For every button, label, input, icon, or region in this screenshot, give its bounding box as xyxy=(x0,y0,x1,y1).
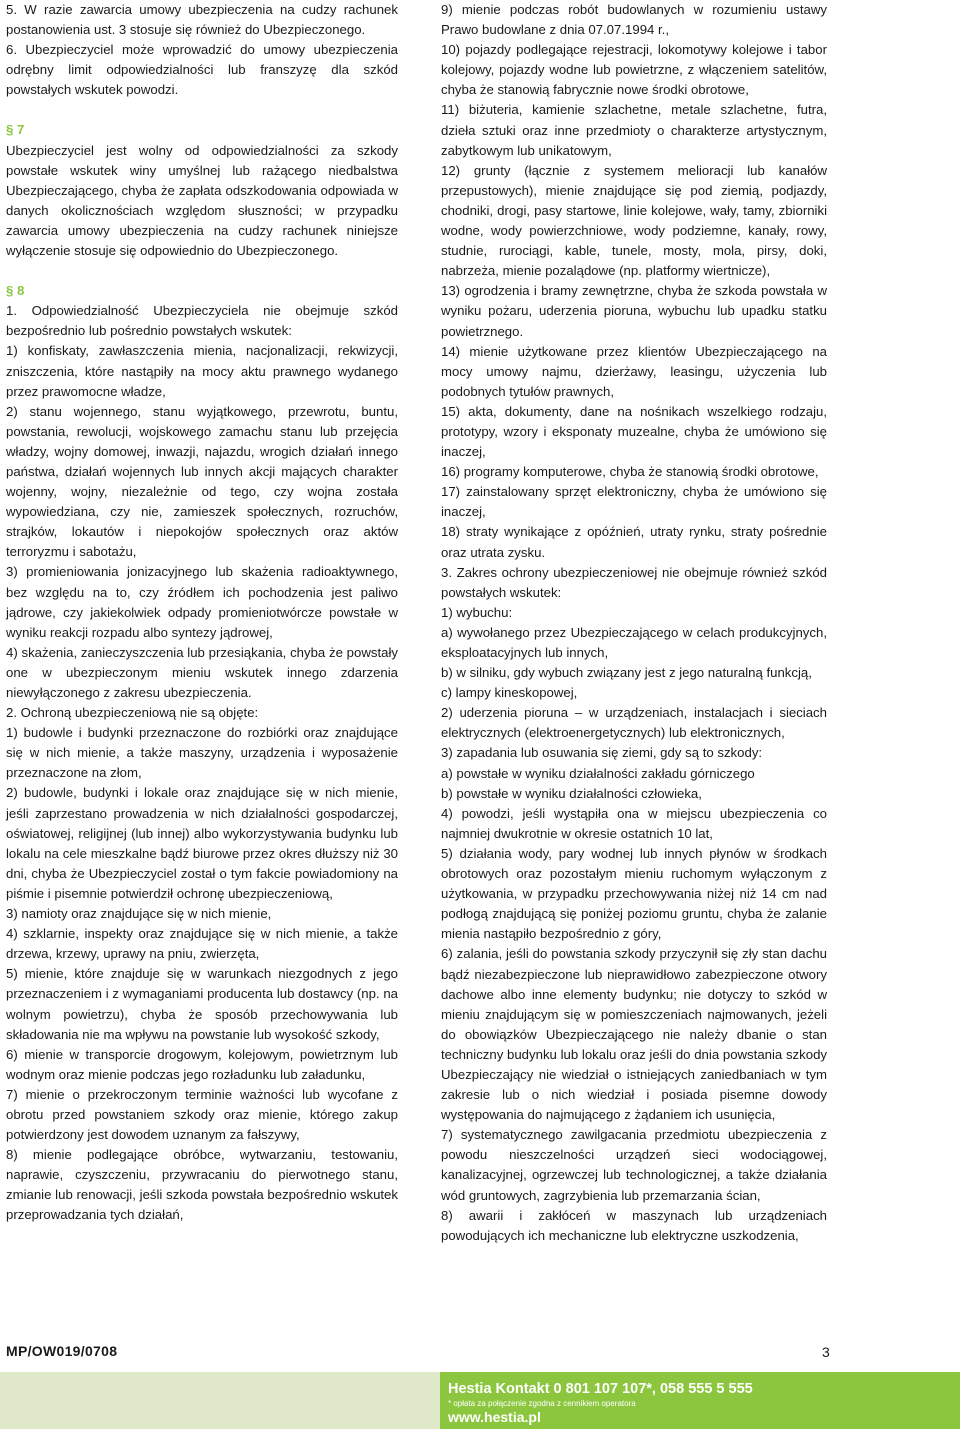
paragraph: 3. Zakres ochrony ubezpieczeniowej nie obejmuje również szkód powstałych wskutek: xyxy=(441,564,827,600)
paragraph: 3) namioty oraz znajdujące się w nich mienie, xyxy=(6,906,272,922)
contact-bar-light-band xyxy=(0,1372,440,1429)
paragraph: 1. Odpowiedzialność Ubezpieczyciela nie obejmuje szkód bezpośrednio lub pośrednio powstałych wskutek: xyxy=(6,303,398,339)
paragraph: 5) działania wody, pary wodnej lub innych płynów w środkach obrotowych oraz pozostałym mieniu ruchomym wyłączonym z użytkowania, w przypadku przechowywania niżej niż 14 cm nad podłogą znajdującą się poniżej poziomu gruntu, chyba że zalanie mienia nastąpiło bezpośrednio z góry, xyxy=(441,845,827,942)
paragraph: 6. Ubezpieczyciel może wprowadzić do umowy ubezpieczenia odrębny limit odpowiedzialności lub franszyzę dla szkód powstałych wskutek powodzi. xyxy=(6,42,398,98)
paragraph-spacer xyxy=(6,261,398,281)
contact-bar-green-band xyxy=(440,1372,960,1429)
paragraph-spacer xyxy=(6,100,398,120)
paragraph: 5. W razie zawarcia umowy ubezpieczenia na cudzy rachunek postanowienia ust. 3 stosuje się również do Ubezpieczonego. xyxy=(6,2,398,38)
paragraph: 17) zainstalowany sprzęt elektroniczny, chyba że umówiono się inaczej, xyxy=(441,484,827,520)
paragraph: 4) skażenia, zanieczyszczenia lub przesiąkania, chyba że powstały one w ubezpieczonym mieniu wskutek innego zdarzenia niewyłączonego z zakresu ubezpieczenia. xyxy=(6,644,398,700)
paragraph: 1) budowle i budynki przeznaczone do rozbiórki oraz znajdujące się w nich mienie, a także maszyny, urządzenia i wyposażenie przeznaczone na złom, xyxy=(6,725,398,781)
page-number: 3 xyxy=(822,1344,830,1360)
paragraph: 2) stanu wojennego, stanu wyjątkowego, przewrotu, buntu, powstania, rewolucji, wojskowego zamachu stanu lub przejęcia władzy, wojny domowej, inwazji, najazdu, wrogich działań innego państwa, działań wojennych lub innych akcji mających charakter wojenny, wojny, niezależnie od tego, czy wojna została wypowiedziana, czy nie, zamieszek społecznych, rozruchów, strajków, lokautów i niepokojów społecznych oraz aktów terroryzmu i sabotażu, xyxy=(6,403,398,560)
paragraph: b) w silniku, gdy wybuch związany jest z jego naturalną funkcją, xyxy=(441,665,812,681)
paragraph: 2) uderzenia pioruna – w urządzeniach, instalacjach i sieciach elektrycznych (elektroenergetycznych) lub elektronicznych, xyxy=(441,705,827,741)
paragraph: 13) ogrodzenia i bramy zewnętrzne, chyba że szkoda powstała w wyniku pożaru, uderzenia pioruna, wybuchu lub upadku statku powietrznego. xyxy=(441,283,827,339)
paragraph: 12) grunty (łącznie z systemem melioracji lub kanałów przepustowych), mienie znajdujące się pod ziemią, podjazdy, chodniki, drogi, pasy startowe, linie kolejowe, wały, tamy, zbiorniki wodne, wody powierzchniowe, wody podziemne, kanały, rowy, studnie, rurociągi, kable, tunele, mosty, mola, pirsy, doki, nabrzeża, mienie pozalądowe (np. platformy wiertnicze), xyxy=(441,162,827,279)
paragraph: 4) szklarnie, inspekty oraz znajdujące się w nich mienie, a także drzewa, krzewy, uprawy na pniu, zwierzęta, xyxy=(6,926,398,962)
paragraph: 18) straty wynikające z opóźnień, utraty rynku, straty pośrednie oraz utrata zysku. xyxy=(441,524,827,560)
contact-footnote: * opłata za połączenie zgodna z cennikiem operatora xyxy=(448,1399,636,1408)
paragraph: 10) pojazdy podlegające rejestracji, lokomotywy kolejowe i tabor kolejowy, pojazdy wodne lub powietrzne, z włączeniem satelitów, chyba że stanowią fabrycznie nowe środki obrotowe, xyxy=(441,42,827,98)
paragraph: 6) zalania, jeśli do powstania szkody przyczynił się zły stan dachu bądź niezabezpieczone lub nieprawidłowo zabezpieczone otwory dachowe albo inne elementy budynku; nie dotyczy to szkód w mieniu znajdującym się w pomieszczeniach najmowanych, jeżeli do obowiązków Ubezpieczającego nie należy dbanie o stan techniczny budynku lub lokalu oraz jeśli do dnia powstania szkody Ubezpieczający nie wiedział o istniejących zaniedbaniach w tym zakresie lub o nich wiedział i posiada pisemne dowody występowania do najmującego z żądaniem ich usunięcia, xyxy=(441,946,827,1123)
paragraph: 1) wybuchu: xyxy=(441,604,513,620)
paragraph: 1) konfiskaty, zawłaszczenia mienia, nacjonalizacji, rekwizycji, zniszczenia, które nastąpiły na mocy aktu prawnego wydanego przez prawomocne władze, xyxy=(6,343,398,399)
left-column xyxy=(6,0,398,1226)
paragraph: 2) budowle, budynki i lokale oraz znajdujące się w nich mienie, jeśli zaprzestano prowadzenia w nich działalności gospodarczej, oświatowej, religijnej (lub innej) albo wykorzystywania budynku lub lokalu na cele mieszkalne bądź biurowe przez okres dłuższy niż 30 dni, chyba że Ubezpieczyciel został o tym fakcie powiadomiony na piśmie i pisemnie potwierdził ochronę ubezpieczeniową, xyxy=(6,785,398,901)
paragraph: Ubezpieczyciel jest wolny od odpowiedzialności za szkody powstałe wskutek winy umyślnej lub rażącego niedbalstwa Ubezpieczającego, chyba że zapłata odszkodowania odpowiada w danych okolicznościach względom słuszności; w przypadku zawarcia umowy ubezpieczenia na cudzy rachunek niniejsze wyłączenie stosuje się odpowiednio do Ubezpieczonego. xyxy=(6,142,398,259)
paragraph: c) lampy kineskopowej, xyxy=(441,685,578,701)
paragraph: a) powstałe w wyniku działalności zakładu górniczego xyxy=(441,765,755,781)
section-heading: § 8 xyxy=(6,283,25,299)
paragraph: 16) programy komputerowe, chyba że stanowią środki obrotowe, xyxy=(441,464,819,480)
paragraph: 14) mienie użytkowane przez klientów Ubezpieczającego na mocy umowy najmu, dzierżawy, leasingu, użyczenia lub podobnych tytułów prawnych, xyxy=(441,343,827,399)
paragraph: 15) akta, dokumenty, dane na nośnikach wszelkiego rodzaju, prototypy, wzory i eksponaty muzealne, chyba że umówiono się inaczej, xyxy=(441,403,827,460)
paragraph: 7) mienie o przekroczonym terminie ważności lub wycofane z obrotu przed powstaniem szkody oraz mienie, którego zakup potwierdzony jest dowodem uznanym za fałszywy, xyxy=(6,1086,398,1143)
paragraph: 2. Ochroną ubezpieczeniową nie są objęte: xyxy=(6,705,259,721)
paragraph: 3) zapadania lub osuwania się ziemi, gdy są to szkody: xyxy=(441,745,763,761)
paragraph: 3) promieniowania jonizacyjnego lub skażenia radioaktywnego, bez względu na to, czy źródłem ich pochodzenia jest paliwo jądrowe, czy jakiekolwiek odpady promieniotwórcze powstałe w wyniku reakcji rozpadu albo syntezy jądrowej, xyxy=(6,564,398,640)
paragraph: b) powstałe w wyniku działalności człowieka, xyxy=(441,785,702,801)
paragraph: 11) biżuteria, kamienie szlachetne, metale szlachetne, futra, dzieła sztuki oraz inne przedmioty o charakterze artystycznym, zabytkowym lub unikatowym, xyxy=(441,102,827,158)
paragraph: 9) mienie podczas robót budowlanych w rozumieniu ustawy Prawo budowlane z dnia 07.07.1994 r., xyxy=(441,2,827,38)
paragraph: 5) mienie, które znajduje się w warunkach niezgodnych z jego przeznaczeniem i z wymaganiami producenta lub dostawcy (np. na wolnym powietrzu), chyba że sposób przechowywania lub składowania nie ma wpływu na powstanie lub wysokość szkody, xyxy=(6,966,398,1042)
paragraph: 6) mienie w transporcie drogowym, kolejowym, powietrznym lub wodnym oraz mienie podczas jego rozładunku lub załadunku, xyxy=(6,1046,398,1082)
paragraph: 7) systematycznego zawilgacania przedmiotu ubezpieczenia z powodu nieszczelności urządzeń sieci wodociągowej, kanalizacyjnej, ogrzewczej lub technologicznej, a także działania wód gruntowych, zagrzybienia lub przemarzania ścian, xyxy=(441,1127,827,1203)
contact-phone-line: Hestia Kontakt 0 801 107 107*, 058 555 5 555 xyxy=(448,1381,753,1397)
website-link[interactable]: www.hestia.pl xyxy=(448,1409,541,1425)
paragraph: 8) awarii i zakłóceń w maszynach lub urządzeniach powodujących ich mechaniczne lub elektryczne uszkodzenia, xyxy=(441,1207,827,1243)
document-code: MP/OW019/0708 xyxy=(6,1343,118,1359)
paragraph: a) wywołanego przez Ubezpieczającego w celach produkcyjnych, eksploatacyjnych lub innych, xyxy=(441,624,827,660)
paragraph: 8) mienie podlegające obróbce, wytwarzaniu, testowaniu, naprawie, czyszczeniu, przywracaniu do pierwotnego stanu, zmianie lub renowacji, jeśli szkoda powstała bezpośrednio wskutek przeprowadzania tych działań, xyxy=(6,1147,398,1223)
contact-bar xyxy=(0,1372,960,1429)
section-heading: § 7 xyxy=(6,122,25,138)
right-column xyxy=(441,0,827,1246)
paragraph: 4) powodzi, jeśli wystąpiła ona w miejscu ubezpieczenia co najmniej dwukrotnie w okresie ostatnich 10 lat, xyxy=(441,805,827,841)
